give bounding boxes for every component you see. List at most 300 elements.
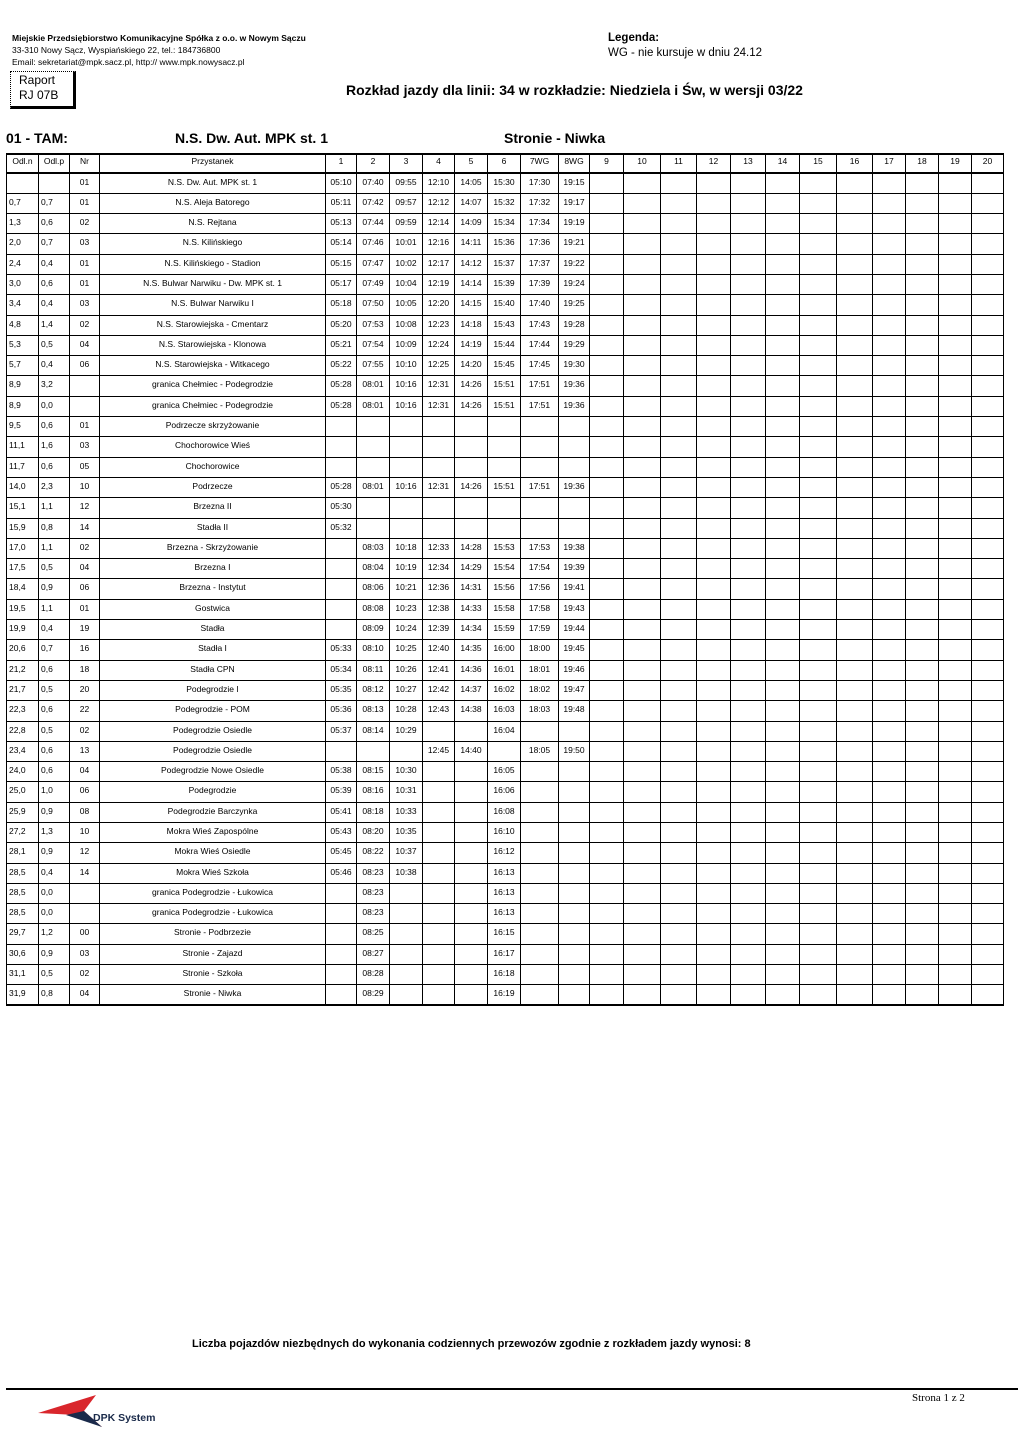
cell-nr: 12 xyxy=(70,843,100,863)
cell-time xyxy=(697,437,731,457)
cell-time: 17:44 xyxy=(521,335,559,355)
cell-time xyxy=(972,274,1004,294)
cell-time: 10:29 xyxy=(390,721,423,741)
cell-time xyxy=(873,498,906,518)
cell-nr: 10 xyxy=(70,477,100,497)
table-row xyxy=(7,802,1004,822)
cell-time: 19:19 xyxy=(559,214,590,234)
cell-stop: Gostwica xyxy=(100,599,326,619)
cell-time xyxy=(972,802,1004,822)
cell-time xyxy=(766,843,800,863)
header-course: 12 xyxy=(697,154,731,173)
cell-time xyxy=(590,376,624,396)
cell-time xyxy=(766,701,800,721)
cell-nr: 04 xyxy=(70,335,100,355)
cell-time xyxy=(423,883,455,903)
cell-time xyxy=(906,599,939,619)
cell-time xyxy=(661,762,697,782)
cell-time: 15:53 xyxy=(488,538,521,558)
cell-time xyxy=(390,498,423,518)
cell-time xyxy=(939,883,972,903)
cell-time xyxy=(423,904,455,924)
cell-time: 12:23 xyxy=(423,315,455,335)
cell-odl-p: 0,6 xyxy=(39,417,70,437)
cell-time: 05:22 xyxy=(326,356,357,376)
cell-time xyxy=(837,823,873,843)
cell-time xyxy=(906,965,939,985)
cell-time xyxy=(731,660,766,680)
cell-time xyxy=(624,640,661,660)
cell-time xyxy=(766,559,800,579)
header-course: 18 xyxy=(906,154,939,173)
cell-time xyxy=(661,376,697,396)
cell-time xyxy=(800,721,837,741)
cell-time xyxy=(661,680,697,700)
cell-stop: Mokra Wieś Szkoła xyxy=(100,863,326,883)
cell-time xyxy=(624,660,661,680)
cell-time: 10:30 xyxy=(390,762,423,782)
cell-time xyxy=(972,924,1004,944)
cell-time: 17:36 xyxy=(521,234,559,254)
cell-odl-n: 2,0 xyxy=(7,234,39,254)
cell-time xyxy=(906,579,939,599)
header-course: 8WG xyxy=(559,154,590,173)
cell-odl-n: 15,9 xyxy=(7,518,39,538)
cell-time xyxy=(326,437,357,457)
table-row xyxy=(7,193,1004,213)
cell-time xyxy=(624,234,661,254)
cell-odl-n: 5,3 xyxy=(7,335,39,355)
table-row xyxy=(7,274,1004,294)
cell-time: 05:34 xyxy=(326,660,357,680)
cell-time: 18:01 xyxy=(521,660,559,680)
cell-time xyxy=(455,437,488,457)
cell-time xyxy=(766,721,800,741)
cell-time xyxy=(559,843,590,863)
cell-time xyxy=(837,985,873,1005)
cell-time xyxy=(873,599,906,619)
cell-time xyxy=(521,823,559,843)
cell-stop: Brzezna II xyxy=(100,498,326,518)
cell-nr: 03 xyxy=(70,437,100,457)
cell-time xyxy=(800,944,837,964)
cell-odl-p: 1,6 xyxy=(39,437,70,457)
cell-time xyxy=(800,234,837,254)
cell-time xyxy=(800,254,837,274)
header-course: 14 xyxy=(766,154,800,173)
cell-time xyxy=(590,904,624,924)
cell-time xyxy=(661,193,697,213)
cell-stop: Podegrodzie Osiedle xyxy=(100,721,326,741)
cell-odl-p: 1,4 xyxy=(39,315,70,335)
cell-time xyxy=(697,335,731,355)
cell-time: 14:26 xyxy=(455,396,488,416)
cell-nr: 01 xyxy=(70,417,100,437)
cell-odl-p: 0,4 xyxy=(39,620,70,640)
cell-time xyxy=(488,437,521,457)
cell-time: 12:14 xyxy=(423,214,455,234)
cell-odl-n: 19,9 xyxy=(7,620,39,640)
cell-time: 08:11 xyxy=(357,660,390,680)
cell-time xyxy=(624,782,661,802)
cell-time xyxy=(521,904,559,924)
cell-time xyxy=(873,579,906,599)
header-course: 4 xyxy=(423,154,455,173)
table-row xyxy=(7,335,1004,355)
cell-time: 05:11 xyxy=(326,193,357,213)
cell-time xyxy=(661,924,697,944)
cell-time xyxy=(661,295,697,315)
cell-time: 16:01 xyxy=(488,660,521,680)
cell-time: 12:20 xyxy=(423,295,455,315)
cell-time: 14:19 xyxy=(455,335,488,355)
cell-time xyxy=(837,802,873,822)
cell-time: 12:31 xyxy=(423,376,455,396)
cell-time: 08:20 xyxy=(357,823,390,843)
cell-time xyxy=(873,823,906,843)
cell-time: 08:03 xyxy=(357,538,390,558)
cell-odl-p: 0,4 xyxy=(39,295,70,315)
cell-time xyxy=(939,701,972,721)
cell-time xyxy=(423,802,455,822)
route-origin: N.S. Dw. Aut. MPK st. 1 xyxy=(175,130,328,146)
cell-time xyxy=(873,254,906,274)
cell-time xyxy=(800,965,837,985)
cell-time xyxy=(939,538,972,558)
cell-time xyxy=(766,944,800,964)
header-course: 3 xyxy=(390,154,423,173)
cell-time xyxy=(906,721,939,741)
cell-nr: 14 xyxy=(70,863,100,883)
cell-time: 10:24 xyxy=(390,620,423,640)
cell-time xyxy=(731,214,766,234)
header-course: 6 xyxy=(488,154,521,173)
cell-time: 16:17 xyxy=(488,944,521,964)
cell-nr: 05 xyxy=(70,457,100,477)
table-row xyxy=(7,863,1004,883)
cell-time xyxy=(837,417,873,437)
cell-time: 14:14 xyxy=(455,274,488,294)
cell-time: 14:26 xyxy=(455,376,488,396)
cell-time xyxy=(731,599,766,619)
cell-time: 18:03 xyxy=(521,701,559,721)
cell-time: 16:02 xyxy=(488,680,521,700)
cell-time xyxy=(521,802,559,822)
cell-time xyxy=(766,538,800,558)
cell-time xyxy=(697,559,731,579)
cell-time: 10:33 xyxy=(390,802,423,822)
cell-time: 10:25 xyxy=(390,640,423,660)
cell-time xyxy=(590,741,624,761)
cell-time: 12:43 xyxy=(423,701,455,721)
cell-time xyxy=(939,518,972,538)
cell-time xyxy=(766,965,800,985)
cell-time: 12:38 xyxy=(423,599,455,619)
cell-time xyxy=(800,335,837,355)
cell-time: 12:31 xyxy=(423,477,455,497)
cell-time xyxy=(837,214,873,234)
cell-time: 15:58 xyxy=(488,599,521,619)
cell-time xyxy=(766,376,800,396)
cell-time xyxy=(873,782,906,802)
cell-time xyxy=(590,782,624,802)
cell-time xyxy=(766,741,800,761)
cell-time xyxy=(766,295,800,315)
cell-time xyxy=(697,965,731,985)
cell-time: 15:51 xyxy=(488,477,521,497)
cell-time xyxy=(837,843,873,863)
cell-time xyxy=(972,518,1004,538)
cell-time xyxy=(661,559,697,579)
cell-stop: Podegrodzie xyxy=(100,782,326,802)
cell-time xyxy=(661,701,697,721)
cell-odl-n: 17,0 xyxy=(7,538,39,558)
cell-time xyxy=(731,274,766,294)
cell-time xyxy=(559,417,590,437)
cell-odl-p: 0,7 xyxy=(39,234,70,254)
cell-odl-p: 0,6 xyxy=(39,701,70,721)
cell-time: 12:41 xyxy=(423,660,455,680)
cell-time xyxy=(624,924,661,944)
cell-time: 09:55 xyxy=(390,173,423,193)
cell-time xyxy=(766,437,800,457)
cell-nr: 06 xyxy=(70,579,100,599)
cell-time: 14:29 xyxy=(455,559,488,579)
cell-time xyxy=(800,356,837,376)
cell-time xyxy=(906,335,939,355)
cell-time xyxy=(906,356,939,376)
cell-time xyxy=(939,599,972,619)
cell-time: 14:11 xyxy=(455,234,488,254)
cell-stop: N.S. Dw. Aut. MPK st. 1 xyxy=(100,173,326,193)
cell-time xyxy=(521,863,559,883)
cell-time: 08:13 xyxy=(357,701,390,721)
cell-time xyxy=(697,924,731,944)
cell-time: 15:40 xyxy=(488,295,521,315)
cell-time: 07:47 xyxy=(357,254,390,274)
cell-time: 17:51 xyxy=(521,396,559,416)
cell-odl-n: 23,4 xyxy=(7,741,39,761)
cell-odl-n: 11,1 xyxy=(7,437,39,457)
cell-time xyxy=(590,823,624,843)
table-row xyxy=(7,356,1004,376)
cell-time xyxy=(766,599,800,619)
cell-time xyxy=(939,721,972,741)
cell-time xyxy=(624,802,661,822)
cell-time: 05:43 xyxy=(326,823,357,843)
cell-time xyxy=(423,518,455,538)
cell-time xyxy=(697,214,731,234)
cell-time xyxy=(590,701,624,721)
cell-time xyxy=(906,559,939,579)
cell-time xyxy=(624,254,661,274)
cell-time: 12:17 xyxy=(423,254,455,274)
cell-time: 15:34 xyxy=(488,214,521,234)
cell-time xyxy=(906,193,939,213)
table-row xyxy=(7,660,1004,680)
cell-odl-p: 0,8 xyxy=(39,518,70,538)
cell-time: 19:38 xyxy=(559,538,590,558)
cell-time xyxy=(661,782,697,802)
cell-time xyxy=(390,457,423,477)
cell-time: 16:08 xyxy=(488,802,521,822)
cell-time xyxy=(731,477,766,497)
cell-time xyxy=(837,376,873,396)
cell-time: 14:09 xyxy=(455,214,488,234)
cell-time xyxy=(766,863,800,883)
cell-time: 05:33 xyxy=(326,640,357,660)
cell-time xyxy=(766,315,800,335)
cell-odl-p: 0,9 xyxy=(39,579,70,599)
cell-time xyxy=(766,335,800,355)
cell-time: 17:39 xyxy=(521,274,559,294)
cell-time: 12:24 xyxy=(423,335,455,355)
cell-time xyxy=(873,721,906,741)
cell-time: 07:54 xyxy=(357,335,390,355)
cell-time xyxy=(939,823,972,843)
cell-time xyxy=(731,924,766,944)
report-box xyxy=(10,71,76,109)
cell-odl-n: 11,7 xyxy=(7,457,39,477)
cell-time xyxy=(697,376,731,396)
cell-time xyxy=(661,721,697,741)
cell-time: 16:13 xyxy=(488,883,521,903)
cell-time: 09:57 xyxy=(390,193,423,213)
cell-time xyxy=(873,335,906,355)
cell-nr: 13 xyxy=(70,741,100,761)
cell-time: 05:18 xyxy=(326,295,357,315)
cell-time xyxy=(800,376,837,396)
cell-time xyxy=(590,863,624,883)
cell-time xyxy=(697,985,731,1005)
cell-time: 12:42 xyxy=(423,680,455,700)
cell-time xyxy=(697,457,731,477)
cell-odl-p: 0,6 xyxy=(39,741,70,761)
cell-time xyxy=(939,356,972,376)
cell-nr: 03 xyxy=(70,944,100,964)
cell-time xyxy=(697,498,731,518)
cell-time xyxy=(661,599,697,619)
cell-stop: granica Chełmiec - Podegrodzie xyxy=(100,396,326,416)
cell-time xyxy=(455,985,488,1005)
cell-time xyxy=(837,782,873,802)
cell-time xyxy=(906,823,939,843)
table-row xyxy=(7,538,1004,558)
header-course: 10 xyxy=(624,154,661,173)
cell-time xyxy=(766,579,800,599)
cell-time xyxy=(559,762,590,782)
cell-time: 16:12 xyxy=(488,843,521,863)
cell-time: 15:54 xyxy=(488,559,521,579)
cell-time xyxy=(766,680,800,700)
cell-time: 10:10 xyxy=(390,356,423,376)
cell-odl-p: 2,3 xyxy=(39,477,70,497)
cell-time xyxy=(873,376,906,396)
cell-time xyxy=(837,498,873,518)
cell-time: 10:16 xyxy=(390,477,423,497)
cell-time xyxy=(624,843,661,863)
cell-time xyxy=(906,538,939,558)
table-row xyxy=(7,883,1004,903)
cell-time xyxy=(455,883,488,903)
cell-time: 14:12 xyxy=(455,254,488,274)
cell-time: 18:05 xyxy=(521,741,559,761)
cell-time: 14:28 xyxy=(455,538,488,558)
cell-time: 12:25 xyxy=(423,356,455,376)
cell-time xyxy=(766,193,800,213)
cell-time xyxy=(559,944,590,964)
cell-time xyxy=(731,620,766,640)
cell-time xyxy=(906,417,939,437)
cell-time: 19:36 xyxy=(559,477,590,497)
cell-time: 19:46 xyxy=(559,660,590,680)
cell-time: 08:18 xyxy=(357,802,390,822)
cell-time xyxy=(837,538,873,558)
cell-time xyxy=(837,437,873,457)
cell-time xyxy=(624,356,661,376)
cell-time xyxy=(661,335,697,355)
cell-time xyxy=(837,295,873,315)
cell-time xyxy=(488,498,521,518)
cell-time xyxy=(390,417,423,437)
cell-time: 10:23 xyxy=(390,599,423,619)
table-row xyxy=(7,924,1004,944)
cell-nr xyxy=(70,883,100,903)
cell-time: 17:51 xyxy=(521,477,559,497)
cell-time xyxy=(939,944,972,964)
cell-nr: 01 xyxy=(70,254,100,274)
cell-time: 16:18 xyxy=(488,965,521,985)
cell-time xyxy=(837,193,873,213)
cell-time xyxy=(906,701,939,721)
cell-time xyxy=(972,417,1004,437)
cell-time xyxy=(624,193,661,213)
table-row xyxy=(7,559,1004,579)
cell-time xyxy=(661,173,697,193)
cell-stop: Podegrodzie Osiedle xyxy=(100,741,326,761)
cell-time xyxy=(873,457,906,477)
cell-time: 19:22 xyxy=(559,254,590,274)
cell-nr: 19 xyxy=(70,620,100,640)
cell-time xyxy=(661,944,697,964)
cell-time: 12:33 xyxy=(423,538,455,558)
cell-time: 07:40 xyxy=(357,173,390,193)
cell-time: 17:43 xyxy=(521,315,559,335)
cell-stop: N.S. Rejtana xyxy=(100,214,326,234)
cell-nr: 02 xyxy=(70,721,100,741)
cell-time: 07:55 xyxy=(357,356,390,376)
cell-time: 12:12 xyxy=(423,193,455,213)
cell-time: 08:01 xyxy=(357,477,390,497)
cell-time xyxy=(326,904,357,924)
cell-time: 16:04 xyxy=(488,721,521,741)
cell-time: 19:29 xyxy=(559,335,590,355)
cell-time: 07:42 xyxy=(357,193,390,213)
cell-time xyxy=(837,660,873,680)
cell-time xyxy=(521,924,559,944)
cell-time xyxy=(731,335,766,355)
cell-odl-n: 1,3 xyxy=(7,214,39,234)
cell-time xyxy=(590,457,624,477)
table-row xyxy=(7,376,1004,396)
cell-time: 17:59 xyxy=(521,620,559,640)
cell-stop: Podegrodzie Nowe Osiedle xyxy=(100,762,326,782)
cell-odl-p xyxy=(39,173,70,193)
cell-odl-p: 0,4 xyxy=(39,863,70,883)
cell-time: 14:33 xyxy=(455,599,488,619)
cell-time xyxy=(590,254,624,274)
cell-time xyxy=(731,437,766,457)
